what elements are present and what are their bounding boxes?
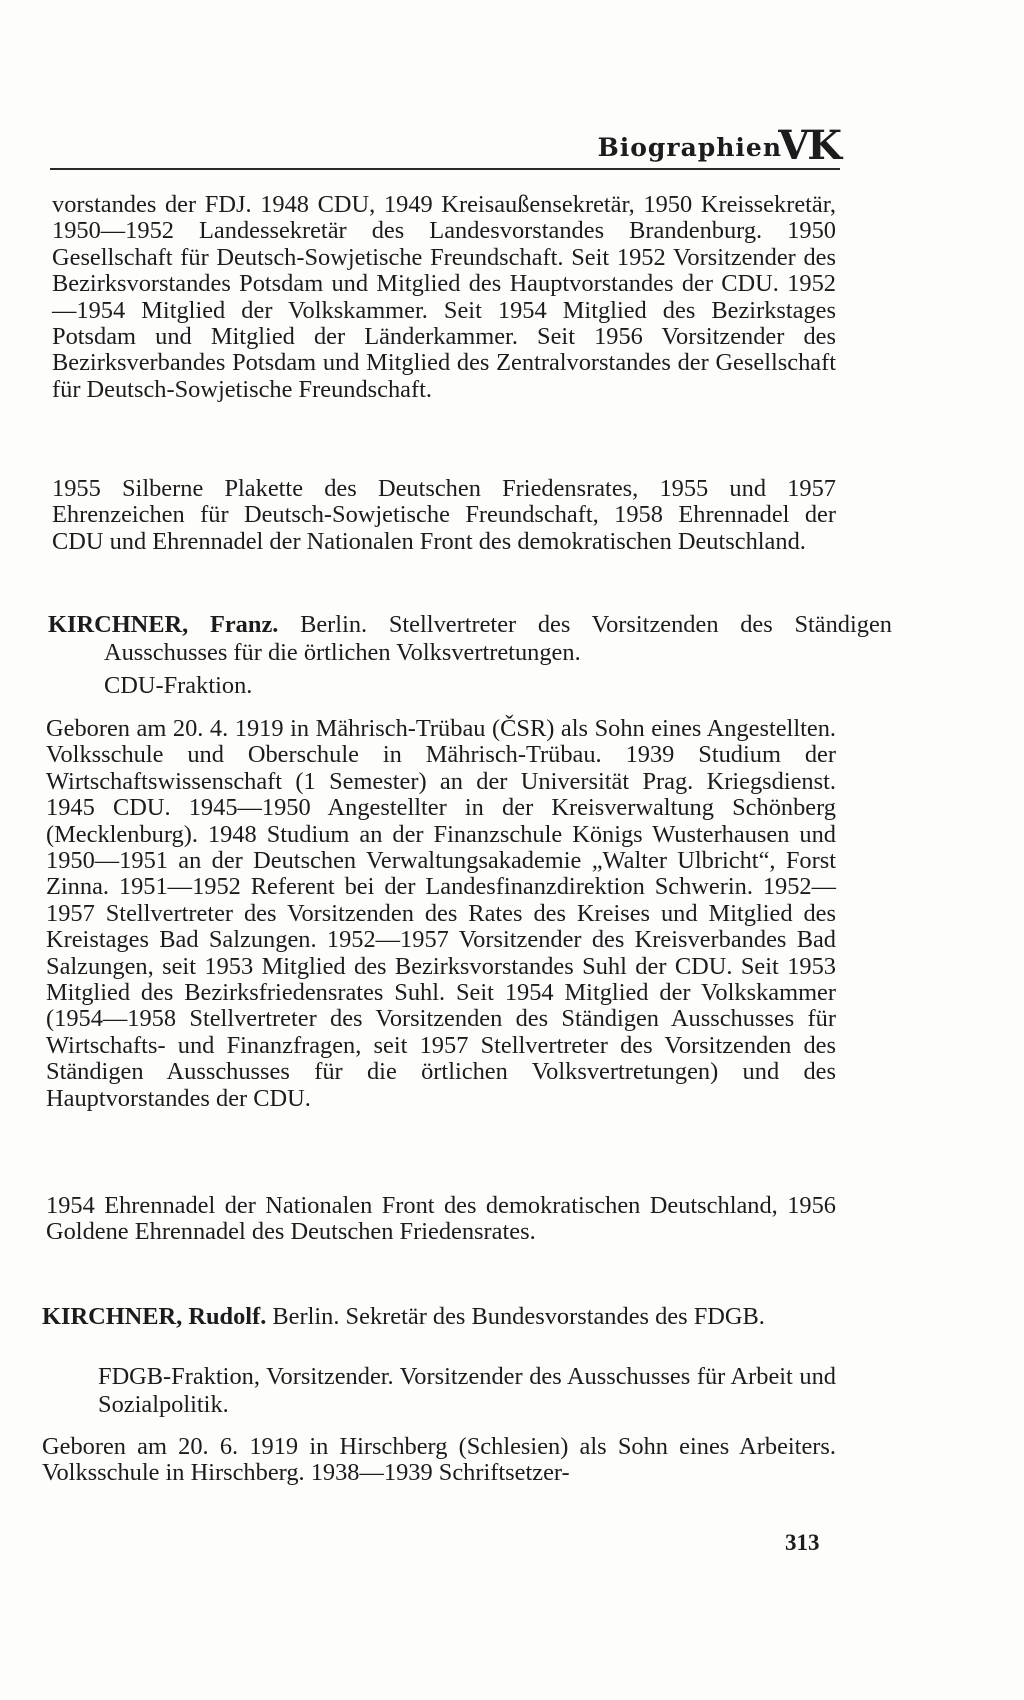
entry-fraction: FDGB-Fraktion, Vorsitzender. Vorsitzender des Ausschusses für Arbeit und Sozialpolitik. [98,1363,836,1418]
entry-heading-kirchner-franz [48,611,892,667]
page-number: 313 [785,1530,820,1555]
awards-paragraph: 1955 Silberne Plakette des Deutschen Friedensrates, 1955 und 1957 Ehrenzeichen für Deutsch-Sowjetische Freundschaft, 1958 Ehrennadel der CDU und Ehrennadel der Nationalen Front des demokratischen Deutschland. [52,475,836,555]
entry-heading-text: Berlin. Stellvertreter des Vorsitzenden des Ständigen Ausschusses für die örtlichen Volksvertretungen. [104,611,892,666]
running-title: Biographien [597,133,782,162]
entry-name: KIRCHNER, Rudolf. [42,1303,267,1330]
entry-fraction: CDU-Fraktion. [104,672,253,699]
entry-biography: Geboren am 20. 6. 1919 in Hirschberg (Schlesien) als Sohn eines Arbeiters. Volksschule in Hirschberg. 1938—1939 Schriftsetzer- [42,1433,836,1487]
entry-heading-text: Berlin. Sekretär des Bundesvorstandes des FDGB. [266,1303,765,1330]
entry-awards: 1954 Ehrennadel der Nationalen Front des demokratischen Deutschland, 1956 Goldene Ehrennadel des Deutschen Friedensrates. [46,1192,836,1246]
continued-biography-paragraph: vorstandes der FDJ. 1948 CDU, 1949 Kreisaußensekretär, 1950 Kreissekretär, 1950—1952 Landessekretär des Landesvorstandes Brandenburg. 1950 Gesellschaft für Deutsch-Sowjetische Freundschaft. Seit 1952 Vorsitzender des Bezirksvorstandes Potsdam und Mitglied des Hauptvorstandes der CDU. 1952—1954 Mitglied der Volkskammer. Seit 1954 Mitglied des Bezirkstages Potsdam und Mitglied der Länderkammer. Seit 1956 Vorsitzender des Bezirksverbandes Potsdam und Mitglied des Zentralvorstandes der Gesellschaft für Deutsch-Sowjetische Freundschaft. [52,191,836,403]
entry-name: KIRCHNER, Franz. [48,611,279,638]
entry-biography: Geboren am 20. 4. 1919 in Mährisch-Trübau (ČSR) als Sohn eines Angestellten. Volksschule und Oberschule in Mährisch-Trübau. 1939 Studium der Wirtschaftswissenschaft (1 Semester) an der Universität Prag. Kriegsdienst. 1945 CDU. 1945—1950 Angestellter in der Kreisverwaltung Schönberg (Mecklenburg). 1948 Studium an der Finanzschule Königs Wusterhausen und 1950—1951 an der Deutschen Verwaltungsakademie „Walter Ulbricht“, Forst Zinna. 1951—1952 Referent bei der Landesfinanzdirektion Schwerin. 1952—1957 Stellvertreter des Vorsitzenden des Rates des Kreises und Mitglied des Kreistages Bad Salzungen. 1952—1957 Vorsitzender des Kreisverbandes Bad Salzungen, seit 1953 Mitglied des Bezirksvorstandes Suhl der CDU. Seit 1953 Mitglied des Bezirksfriedensrates Suhl. Seit 1954 Mitglied der Volkskammer (1954—1958 Stellvertreter des Vorsitzenden des Ständigen Ausschusses für Wirtschafts- und Finanzfragen, seit 1957 Stellvertreter des Vorsitzenden des Ständigen Ausschusses für die örtlichen Volksvertretungen) und des Hauptvorstandes der CDU. [46,715,836,1112]
running-header [50,118,840,170]
entry-heading-kirchner-rudolf [42,1303,892,1331]
volume-mark: VK [778,122,840,169]
